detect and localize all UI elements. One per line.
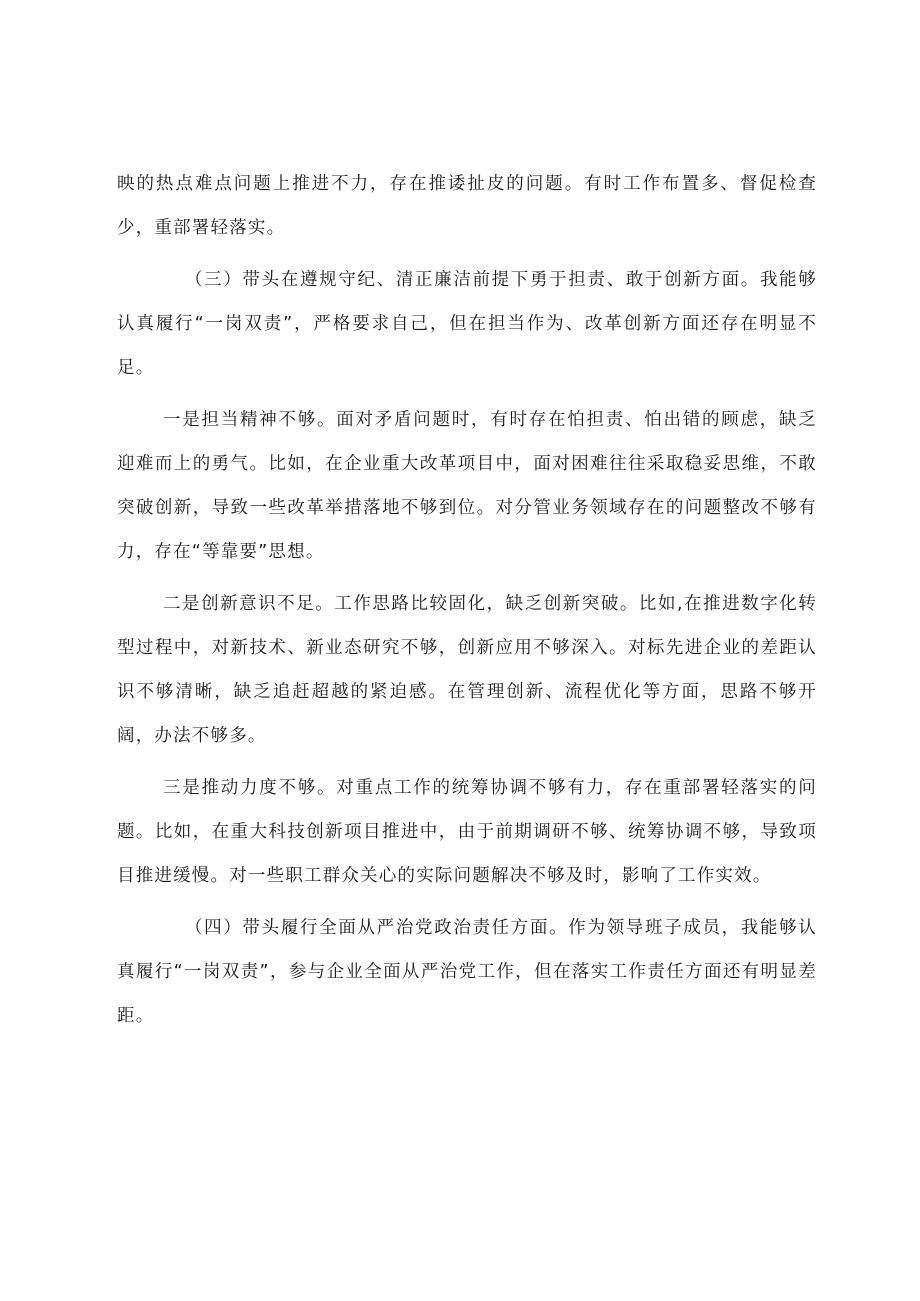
paragraph-point-two: 二是创新意识不足。工作思路比较固化，缺乏创新突破。比如,在推进数字化转型过程中，对新技术、新业态研究不够，创新应用不够深入。对标先进企业的差距认识不够清晰，缺乏追赶超越的紧迫感。在管理创新、流程优化等方面，思路不够开阔，办法不够多。 [117, 594, 817, 746]
paragraph-section-three: （三）带头在遵规守纪、清正廉洁前提下勇于担责、敢于创新方面。我能够认真履行“一岗双责”，严格要求自己，但在担当作为、改革创新方面还存在明显不足。 [117, 270, 817, 378]
paragraph-point-one: 一是担当精神不够。面对矛盾问题时，有时存在怕担责、怕出错的顾虑，缺乏迎难而上的勇气。比如，在企业重大改革项目中，面对困难往往采取稳妥思维，不敢突破创新，导致一些改革举措落地不够到位。对分管业务领域存在的问题整改不够有力，存在“等靠要”思想。 [117, 410, 817, 562]
paragraph-continuation: 映的热点难点问题上推进不力，存在推诿扯皮的问题。有时工作布置多、督促检查少，重部署轻落实。 [117, 174, 817, 238]
paragraph-section-four: （四）带头履行全面从严治党政治责任方面。作为领导班子成员，我能够认真履行“一岗双责”，参与企业全面从严治党工作，但在落实工作责任方面还有明显差距。 [117, 918, 817, 1026]
document-body [117, 162, 817, 1046]
paragraph-point-three: 三是推动力度不够。对重点工作的统筹协调不够有力，存在重部署轻落实的问题。比如，在重大科技创新项目推进中，由于前期调研不够、统筹协调不够，导致项目推进缓慢。对一些职工群众关心的实际问题解决不够及时，影响了工作实效。 [117, 778, 817, 886]
